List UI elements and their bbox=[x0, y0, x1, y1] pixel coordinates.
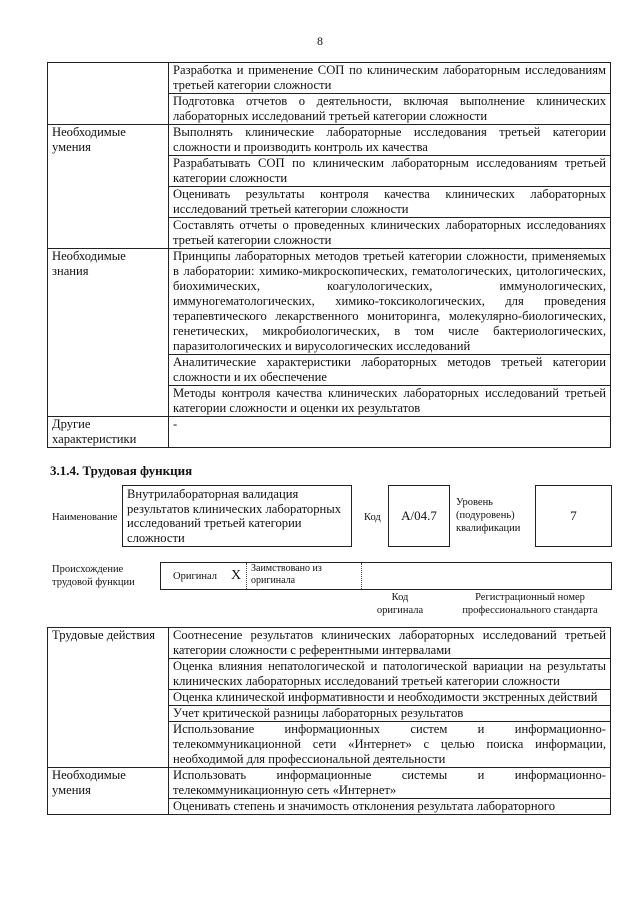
row-item: Учет критической разницы лабораторных результатов bbox=[169, 706, 611, 722]
skills-table-1 bbox=[47, 62, 611, 448]
row-item: Оценивать степень и значимость отклонения результата лабораторного bbox=[169, 799, 611, 815]
row-item: Оценка влияния непатологической и патологической вариации на результаты клинических лабораторных исследований третьей категории сложности bbox=[169, 659, 611, 690]
row-item: Разрабатывать СОП по клиническим лабораторным исследованиям третьей категории сложности bbox=[169, 156, 611, 187]
row-label: Необходимые знания bbox=[48, 249, 169, 417]
name-label: Наименование bbox=[52, 512, 118, 523]
table-row bbox=[48, 125, 611, 156]
origin-box bbox=[160, 562, 612, 590]
row-item: Соотнесение результатов клинических лабораторных исследований третьей категории сложности с референтными интервалами bbox=[169, 628, 611, 659]
origin-code-caption: Код оригинала bbox=[376, 592, 424, 616]
section-heading: 3.1.4. Трудовая функция bbox=[50, 463, 193, 478]
table-row bbox=[48, 628, 611, 659]
row-item: Использовать информационные системы и информационно-телекоммуникационную сеть «Интернет» bbox=[169, 768, 611, 799]
row-item: Использование информационных систем и информационно-телекоммуникационной сети «Интернет» с целью поиска информации, необходимой для профессиональной деятельности bbox=[169, 722, 611, 768]
table-row bbox=[48, 768, 611, 799]
row-label: Необходимые умения bbox=[48, 125, 169, 249]
row-item: Выполнять клинические лабораторные исследования третьей категории сложности и производить контроль их качества bbox=[169, 125, 611, 156]
row-item: Принципы лабораторных методов третьей категории сложности, применяемых в лаборатории: химико-микроскопических, гематологических, цитологических, биохимических, коагулологических, иммунологических, иммуногематологических, химико-токсикологических, для проведения терапевтического лекарственного мониторинга, молекулярно-биологических, генетических, микробиологических, в том числе бактериологических, паразитологических и вирусологических исследований bbox=[169, 249, 611, 355]
reg-number-caption: Регистрационный номер профессионального стандарта bbox=[462, 592, 598, 616]
row-label: Трудовые действия bbox=[48, 628, 169, 768]
row-item: Составлять отчеты о проведенных клинических лабораторных исследованиях третьей категории сложности bbox=[169, 218, 611, 249]
borrowed-label: Заимствовано из оригинала bbox=[251, 563, 322, 586]
table-row bbox=[48, 417, 611, 448]
row-label: Необходимые умения bbox=[48, 768, 169, 815]
function-name-box: Внутрилабораторная валидация результатов клинических лабораторных исследований третьей категории сложности bbox=[122, 485, 352, 547]
origin-label: Происхождение трудовой функции bbox=[52, 564, 135, 588]
original-mark: X bbox=[231, 568, 242, 583]
table-row bbox=[48, 63, 611, 94]
row-item: - bbox=[169, 417, 611, 448]
row-item: Подготовка отчетов о деятельности, включая выполнение клинических лабораторных исследований третьей категории сложности bbox=[169, 94, 611, 125]
row-item: Разработка и применение СОП по клиническим лабораторным исследованиям третьей категории сложности bbox=[169, 63, 611, 94]
code-label: Код bbox=[364, 512, 381, 523]
level-label: Уровень (подуровень) квалификации bbox=[456, 497, 521, 534]
row-item: Методы контроля качества клинических лабораторных исследований третьей категории сложности и оценки их результатов bbox=[169, 386, 611, 417]
row-label bbox=[48, 63, 169, 125]
row-item: Оценивать результаты контроля качества клинических лабораторных исследований третьей категории сложности bbox=[169, 187, 611, 218]
level-value-box: 7 bbox=[535, 485, 612, 547]
page-number: 8 bbox=[317, 34, 323, 48]
skills-table-2 bbox=[47, 627, 611, 815]
row-label: Другие характеристики bbox=[48, 417, 169, 448]
row-item: Оценка клинической информативности и необходимости экстренных действий bbox=[169, 690, 611, 706]
original-label: Оригинал bbox=[173, 571, 217, 582]
row-item: Аналитические характеристики лабораторных методов третьей категории сложности и их обеспечение bbox=[169, 355, 611, 386]
table-row bbox=[48, 249, 611, 355]
code-value-box: A/04.7 bbox=[388, 485, 450, 547]
